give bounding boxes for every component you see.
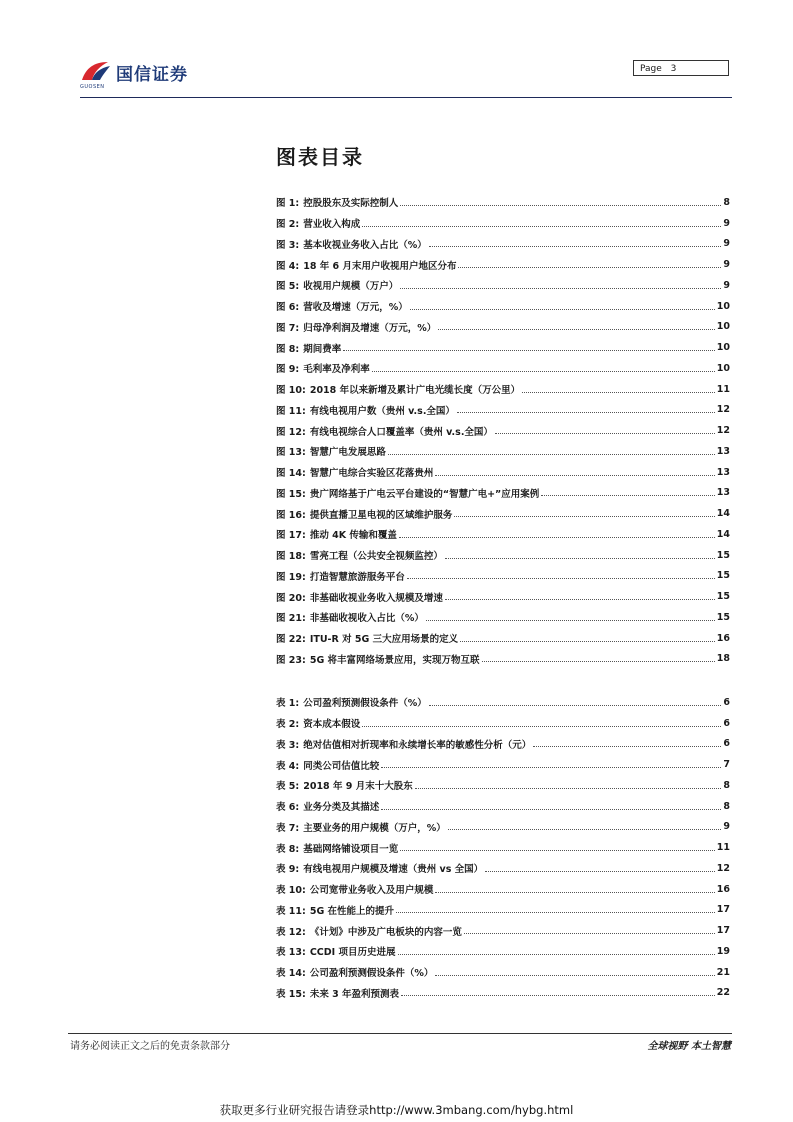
entry-page: 7 <box>723 759 730 771</box>
figure-entry[interactable] <box>276 192 730 213</box>
figure-entry[interactable] <box>276 296 730 317</box>
entry-page: 12 <box>716 425 730 437</box>
entry-title: 收视用户规模（万户） <box>303 281 399 293</box>
toc-title: 图表目录 <box>276 145 364 169</box>
figure-list <box>276 192 730 669</box>
logo-sub: GUOSEN <box>80 84 105 90</box>
figure-entry[interactable] <box>276 317 730 338</box>
entry-leader <box>381 808 721 810</box>
entry-title: 毛利率及净利率 <box>303 364 370 376</box>
entry-leader <box>400 204 721 206</box>
entry-title: 营收及增速（万元，%） <box>303 302 408 314</box>
entry-number: 图 22: <box>276 634 306 646</box>
entry-title: 同类公司估值比较 <box>303 760 380 772</box>
entry-title: 2018 年以来新增及累计广电光缆长度（万公里） <box>309 385 521 397</box>
entry-number: 表 10: <box>276 885 306 897</box>
page-label: Page <box>640 64 662 74</box>
entry-number: 图 3: <box>276 239 300 251</box>
entry-number: 表 1: <box>276 698 300 710</box>
entry-number: 图 8: <box>276 343 300 355</box>
entry-number: 表 7: <box>276 822 300 834</box>
entry-number: 图 21: <box>276 613 306 625</box>
table-entry[interactable] <box>276 713 730 734</box>
entry-number: 表 9: <box>276 864 300 876</box>
entry-page: 16 <box>716 883 730 895</box>
table-entry[interactable] <box>276 775 730 796</box>
entry-title: 未来 3 年盈利预测表 <box>309 988 400 1000</box>
entry-leader <box>400 849 715 851</box>
table-entry[interactable] <box>276 900 730 921</box>
figure-entry[interactable] <box>276 400 730 421</box>
entry-page: 16 <box>716 632 730 644</box>
entry-leader <box>435 891 714 893</box>
entry-leader <box>429 245 722 247</box>
entry-leader <box>457 411 715 413</box>
entry-leader <box>445 598 715 600</box>
entry-number: 图 9: <box>276 364 300 376</box>
entry-title: 非基础收视收入占比（%） <box>309 613 424 625</box>
entry-title: ITU-R 对 5G 三大应用场景的定义 <box>309 634 459 646</box>
figure-entry[interactable] <box>276 420 730 441</box>
header-divider <box>80 97 732 98</box>
entry-leader <box>435 474 714 476</box>
table-entry[interactable] <box>276 692 730 713</box>
entry-title: 期间费率 <box>303 343 342 355</box>
entry-number: 图 11: <box>276 405 306 417</box>
entry-leader <box>381 766 721 768</box>
figure-entry[interactable] <box>276 462 730 483</box>
footer-disclaimer: 请务必阅读正文之后的免责条款部分 <box>70 1041 230 1052</box>
entry-page: 17 <box>716 904 730 916</box>
table-entry[interactable] <box>276 879 730 900</box>
entry-title: 营业收入构成 <box>303 219 361 231</box>
figure-entry[interactable] <box>276 234 730 255</box>
entry-leader <box>460 640 715 642</box>
table-entry[interactable] <box>276 734 730 755</box>
entry-number: 图 5: <box>276 281 300 293</box>
figure-entry[interactable] <box>276 524 730 545</box>
entry-number: 图 2: <box>276 219 300 231</box>
entry-title: 非基础收视业务收入规模及增速 <box>309 592 443 604</box>
entry-page: 10 <box>716 362 730 374</box>
table-entry[interactable] <box>276 837 730 858</box>
entry-title: 控股股东及实际控制人 <box>303 198 399 210</box>
entry-page: 8 <box>723 196 730 208</box>
table-entry[interactable] <box>276 983 730 1004</box>
entry-number: 图 17: <box>276 530 306 542</box>
entry-leader <box>415 787 722 789</box>
entry-title: 资本成本假设 <box>303 719 361 731</box>
entry-leader <box>362 225 721 227</box>
entry-number: 图 18: <box>276 551 306 563</box>
entry-title: 基本收视业务收入占比（%） <box>303 239 427 251</box>
figure-entry[interactable] <box>276 649 730 670</box>
entry-title: 5G 在性能上的提升 <box>309 905 395 917</box>
entry-title: 绝对估值相对折现率和永续增长率的敏感性分析（元） <box>303 739 532 751</box>
table-entry[interactable] <box>276 858 730 879</box>
entry-title: 5G 将丰富网络场景应用，实现万物互联 <box>309 654 480 666</box>
entry-leader <box>372 370 715 372</box>
entry-title: 智慧广电综合实验区花落贵州 <box>309 468 434 480</box>
entry-page: 9 <box>723 279 730 291</box>
entry-title: 有线电视综合人口覆盖率（贵州 v.s.全国） <box>309 426 493 438</box>
figure-entry[interactable] <box>276 254 730 275</box>
entry-page: 15 <box>716 549 730 561</box>
entry-number: 表 13: <box>276 947 306 959</box>
entry-number: 图 1: <box>276 198 300 210</box>
entry-leader <box>435 974 714 976</box>
entry-leader <box>485 870 715 872</box>
entry-title: 2018 年 9 月末十大股东 <box>303 781 413 793</box>
entry-title: 有线电视用户规模及增速（贵州 vs 全国） <box>303 864 484 876</box>
entry-leader <box>541 494 714 496</box>
entry-page: 19 <box>716 945 730 957</box>
entry-leader <box>464 932 715 934</box>
entry-leader <box>454 515 714 517</box>
table-entry[interactable] <box>276 920 730 941</box>
figure-entry[interactable] <box>276 503 730 524</box>
entry-leader <box>522 391 715 393</box>
entry-title: 公司盈利预测假设条件（%） <box>309 968 434 980</box>
entry-leader <box>533 745 721 747</box>
figure-entry[interactable] <box>276 607 730 628</box>
table-entry[interactable] <box>276 817 730 838</box>
figure-entry[interactable] <box>276 275 730 296</box>
entry-number: 图 13: <box>276 447 306 459</box>
table-list <box>276 692 730 1003</box>
entry-page: 13 <box>716 445 730 457</box>
entry-leader <box>445 557 715 559</box>
entry-number: 图 6: <box>276 302 300 314</box>
entry-leader <box>482 660 715 662</box>
entry-title: 业务分类及其描述 <box>303 802 380 814</box>
entry-leader <box>399 536 715 538</box>
entry-page: 9 <box>723 217 730 229</box>
entry-page: 11 <box>716 383 730 395</box>
page-number: 3 <box>670 64 677 74</box>
entry-page: 6 <box>723 738 730 750</box>
entry-page: 6 <box>723 696 730 708</box>
entry-title: 18 年 6 月末用户收视用户地区分布 <box>303 260 457 272</box>
entry-page: 10 <box>716 321 730 333</box>
figure-entry[interactable] <box>276 586 730 607</box>
entry-page: 8 <box>723 800 730 812</box>
entry-page: 14 <box>716 528 730 540</box>
figure-entry[interactable] <box>276 441 730 462</box>
entry-leader <box>400 287 721 289</box>
table-entry[interactable] <box>276 941 730 962</box>
entry-page: 9 <box>723 238 730 250</box>
figure-entry[interactable] <box>276 545 730 566</box>
promo-link[interactable]: 获取更多行业研究报告请登录http://www.3mbang.com/hybg.html <box>219 1103 574 1117</box>
entry-title: 有线电视用户数（贵州 v.s.全国） <box>309 405 455 417</box>
entry-page: 15 <box>716 611 730 623</box>
figure-entry[interactable] <box>276 628 730 649</box>
entry-number: 表 2: <box>276 719 300 731</box>
entry-number: 表 12: <box>276 926 306 938</box>
entry-leader <box>407 577 715 579</box>
entry-number: 图 4: <box>276 260 300 272</box>
entry-title: 智慧广电发展思路 <box>309 447 386 459</box>
entry-page: 14 <box>716 508 730 520</box>
entry-page: 12 <box>716 404 730 416</box>
entry-page: 10 <box>716 300 730 312</box>
entry-title: 基础网络铺设项目一览 <box>303 843 399 855</box>
entry-page: 22 <box>716 987 730 999</box>
entry-leader <box>396 911 715 913</box>
entry-page: 15 <box>716 591 730 603</box>
entry-number: 图 20: <box>276 592 306 604</box>
entry-number: 表 15: <box>276 988 306 1000</box>
table-entry[interactable] <box>276 962 730 983</box>
entry-leader <box>438 328 715 330</box>
entry-number: 表 5: <box>276 781 300 793</box>
entry-number: 表 14: <box>276 968 306 980</box>
entry-title: 提供直播卫星电视的区域维护服务 <box>309 509 453 521</box>
entry-title: 推动 4K 传输和覆盖 <box>309 530 397 542</box>
entry-number: 图 23: <box>276 654 306 666</box>
entry-page: 12 <box>716 862 730 874</box>
entry-page: 11 <box>716 842 730 854</box>
figure-entry[interactable] <box>276 213 730 234</box>
figure-entry[interactable] <box>276 358 730 379</box>
entry-page: 15 <box>716 570 730 582</box>
page-indicator <box>633 60 729 76</box>
footer-slogan: 全球视野 本土智慧 <box>647 1041 731 1052</box>
company-logo <box>80 58 210 90</box>
entry-page: 13 <box>716 466 730 478</box>
figure-entry[interactable] <box>276 379 730 400</box>
entry-title: 雪亮工程（公共安全视频监控） <box>309 551 443 563</box>
entry-number: 表 6: <box>276 802 300 814</box>
entry-leader <box>343 349 715 351</box>
entry-number: 图 16: <box>276 509 306 521</box>
logo-name: 国信证券 <box>116 65 188 85</box>
figure-entry[interactable] <box>276 337 730 358</box>
entry-number: 图 12: <box>276 426 306 438</box>
entry-page: 21 <box>716 966 730 978</box>
entry-number: 图 10: <box>276 385 306 397</box>
entry-number: 表 3: <box>276 739 300 751</box>
entry-leader <box>426 619 715 621</box>
entry-page: 10 <box>716 342 730 354</box>
entry-leader <box>388 453 715 455</box>
entry-leader <box>429 704 722 706</box>
entry-page: 13 <box>716 487 730 499</box>
entry-number: 图 7: <box>276 322 300 334</box>
entry-title: 打造智慧旅游服务平台 <box>309 571 405 583</box>
entry-leader <box>448 828 722 830</box>
entry-page: 8 <box>723 779 730 791</box>
footer-divider <box>68 1033 732 1034</box>
entry-number: 表 4: <box>276 760 300 772</box>
entry-title: 《计划》中涉及广电板块的内容一览 <box>309 926 462 938</box>
entry-title: 公司宽带业务收入及用户规模 <box>309 885 434 897</box>
table-entry[interactable] <box>276 754 730 775</box>
entry-leader <box>458 266 721 268</box>
entry-number: 表 8: <box>276 843 300 855</box>
entry-leader <box>410 308 715 310</box>
entry-number: 图 15: <box>276 488 306 500</box>
entry-page: 17 <box>716 925 730 937</box>
entry-page: 18 <box>716 653 730 665</box>
entry-leader <box>495 432 715 434</box>
entry-title: CCDI 项目历史进展 <box>309 947 396 959</box>
entry-leader <box>398 953 715 955</box>
entry-page: 6 <box>723 717 730 729</box>
entry-page: 9 <box>723 821 730 833</box>
entry-number: 图 19: <box>276 571 306 583</box>
figure-entry[interactable] <box>276 566 730 587</box>
entry-title: 公司盈利预测假设条件（%） <box>303 698 427 710</box>
entry-leader <box>362 725 721 727</box>
entry-title: 归母净利润及增速（万元，%） <box>303 322 437 334</box>
entry-number: 表 11: <box>276 905 306 917</box>
entry-page: 9 <box>723 259 730 271</box>
figure-entry[interactable] <box>276 483 730 504</box>
guosen-logo-icon <box>80 58 112 84</box>
entry-number: 图 14: <box>276 468 306 480</box>
entry-title: 贵广网络基于广电云平台建设的“智慧广电+”应用案例 <box>309 488 540 500</box>
entry-leader <box>401 994 715 996</box>
table-entry[interactable] <box>276 796 730 817</box>
entry-title: 主要业务的用户规模（万户，%） <box>303 822 446 834</box>
